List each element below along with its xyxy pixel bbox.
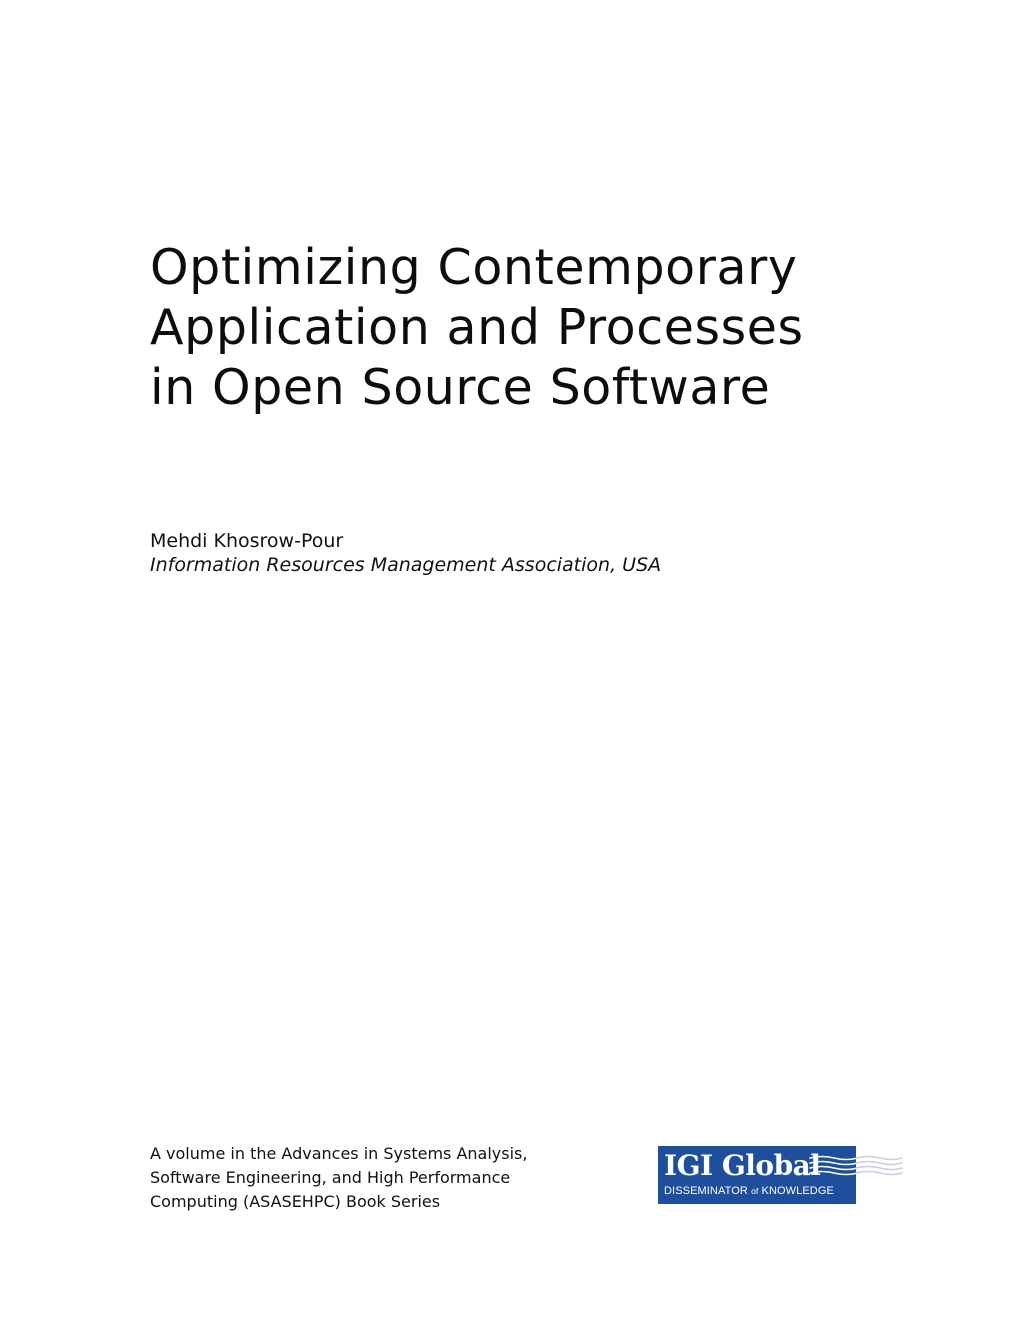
series-line: A volume in the Advances in Systems Analysis, (150, 1144, 528, 1163)
logo-tagline-part: KNOWLEDGE (758, 1185, 834, 1197)
series-statement (150, 1142, 570, 1214)
publisher-logo (658, 1146, 904, 1204)
logo-tagline-part: of (751, 1186, 759, 1196)
book-title-line: Optimizing Contemporary (150, 239, 798, 296)
series-line: Software Engineering, and High Performance (150, 1168, 511, 1187)
book-title-line: in Open Source Software (150, 359, 771, 416)
book-title (150, 238, 950, 418)
logo-wordmark: IGI Global (664, 1149, 821, 1182)
author-block (150, 529, 850, 577)
series-line: Computing (ASASEHPC) Book Series (150, 1192, 441, 1211)
logo-tagline (664, 1184, 834, 1198)
author-affiliation: Information Resources Management Association, USA (150, 554, 662, 576)
logo-tagline-part: DISSEMINATOR (664, 1185, 752, 1197)
wave-lines-icon (808, 1154, 904, 1184)
book-title-line: Application and Processes (150, 299, 804, 356)
author-name: Mehdi Khosrow-Pour (150, 530, 344, 552)
